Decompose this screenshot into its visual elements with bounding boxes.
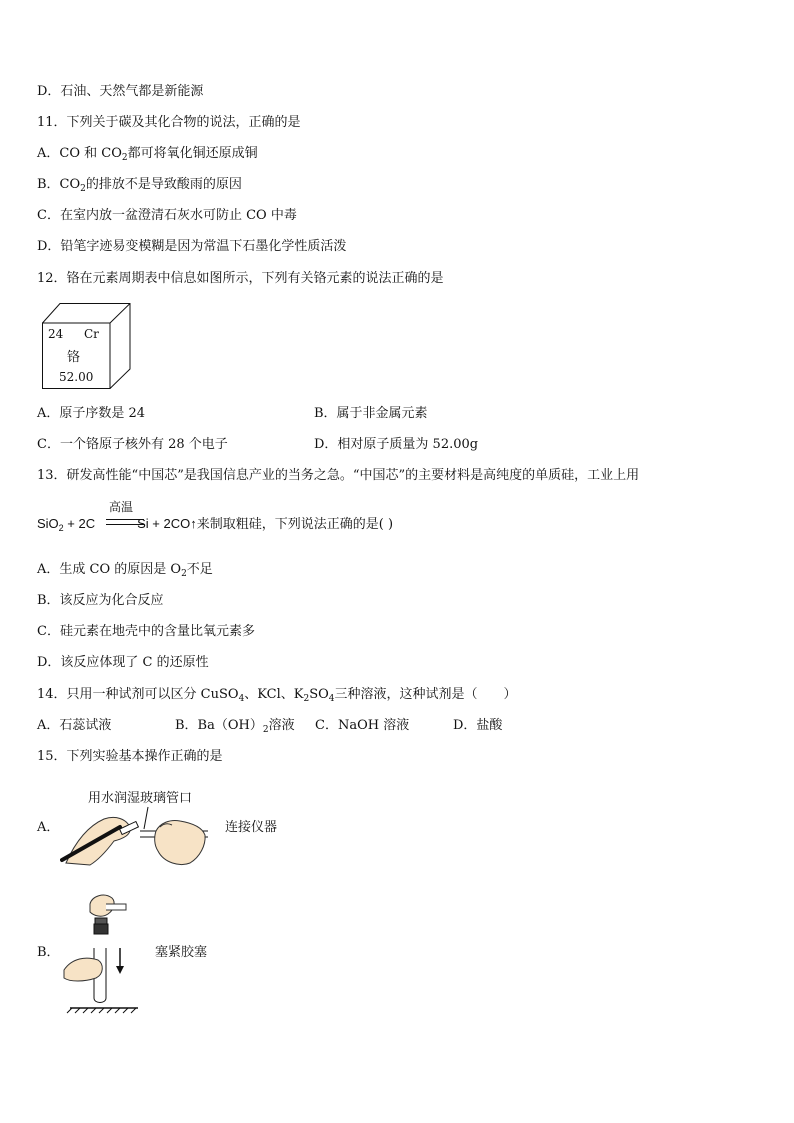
q11-option-c: C．在室内放一盆澄清石灰水可防止 CO 中毒 xyxy=(37,208,297,223)
q11-option-d: D．铅笔字迹易变模糊是因为常温下石墨化学性质活泼 xyxy=(37,239,347,254)
element-symbol: Cr xyxy=(84,327,99,341)
q13-option-a: A．生成 CO 的原因是 $O_2$不足 xyxy=(37,562,213,579)
q13-option-d: D．该反应体现了 C 的还原性 xyxy=(37,655,209,670)
q14-option-b: B．$Ba(OH)_2$溶液 xyxy=(175,718,295,735)
element-cell-chromium xyxy=(42,303,132,389)
q15-a-side-caption: 连接仪器 xyxy=(225,820,278,835)
element-name: 铬 xyxy=(67,350,81,365)
q10-option-d: D．石油、天然气都是新能源 xyxy=(37,84,204,99)
equation-text: SiO$_2$ + 2C Si + 2CO↑来制取粗硅，下列说法正确的是( ) xyxy=(37,516,394,533)
q13-stem: 13．研发高性能“中国芯”是我国信息产业的当务之急。“中国芯”的主要材料是高纯度的单质硅，工业上用 xyxy=(37,468,640,483)
q11-option-a: A．CO 和 $CO_2$都可将氧化铜还原成铜 xyxy=(37,146,258,163)
q11-stem: 11．下列关于碳及其化合物的说法，正确的是 xyxy=(37,115,301,130)
q15-b-label: B． xyxy=(37,945,60,960)
q14-option-c: C．NaOH 溶液 xyxy=(315,718,410,733)
q12-option-a: A．原子序数是 24 xyxy=(37,406,146,421)
q12-option-d: D．相对原子质量为 52.00g xyxy=(314,437,479,452)
q15-b-caption: 塞紧胶塞 xyxy=(155,945,208,960)
connect-instrument-illustration xyxy=(60,805,210,875)
q12-option-c: C．一个铬原子核外有 28 个电子 xyxy=(37,437,228,452)
q12-stem: 12．铬在元素周期表中信息如图所示，下列有关铬元素的说法正确的是 xyxy=(37,271,444,286)
atomic-number: 24 xyxy=(48,327,64,341)
q14-option-d: D．盐酸 xyxy=(453,718,503,733)
atomic-mass: 52.00 xyxy=(59,370,94,384)
q14-option-a: A．石蕊试液 xyxy=(37,718,112,733)
q13-option-b: B．该反应为化合反应 xyxy=(37,593,164,608)
q14-stem: 14．只用一种试剂可以区分 CuSO$_4$、KCl、$K_2SO_4$三种溶液，这种试剂是（ ） xyxy=(37,687,517,704)
q11-option-b: B．$CO_2$的排放不是导致酸雨的原因 xyxy=(37,177,242,194)
q15-stem: 15．下列实验基本操作正确的是 xyxy=(37,749,223,764)
q12-option-b: B．属于非金属元素 xyxy=(314,406,428,421)
q15-a-label: A． xyxy=(37,820,60,835)
q15-a-top-caption: 用水润湿玻璃管口 xyxy=(88,791,193,806)
reaction-condition: 高温 xyxy=(109,500,134,514)
insert-stopper-illustration xyxy=(62,890,142,1014)
q13-option-c: C．硅元素在地壳中的含量比氧元素多 xyxy=(37,624,255,639)
